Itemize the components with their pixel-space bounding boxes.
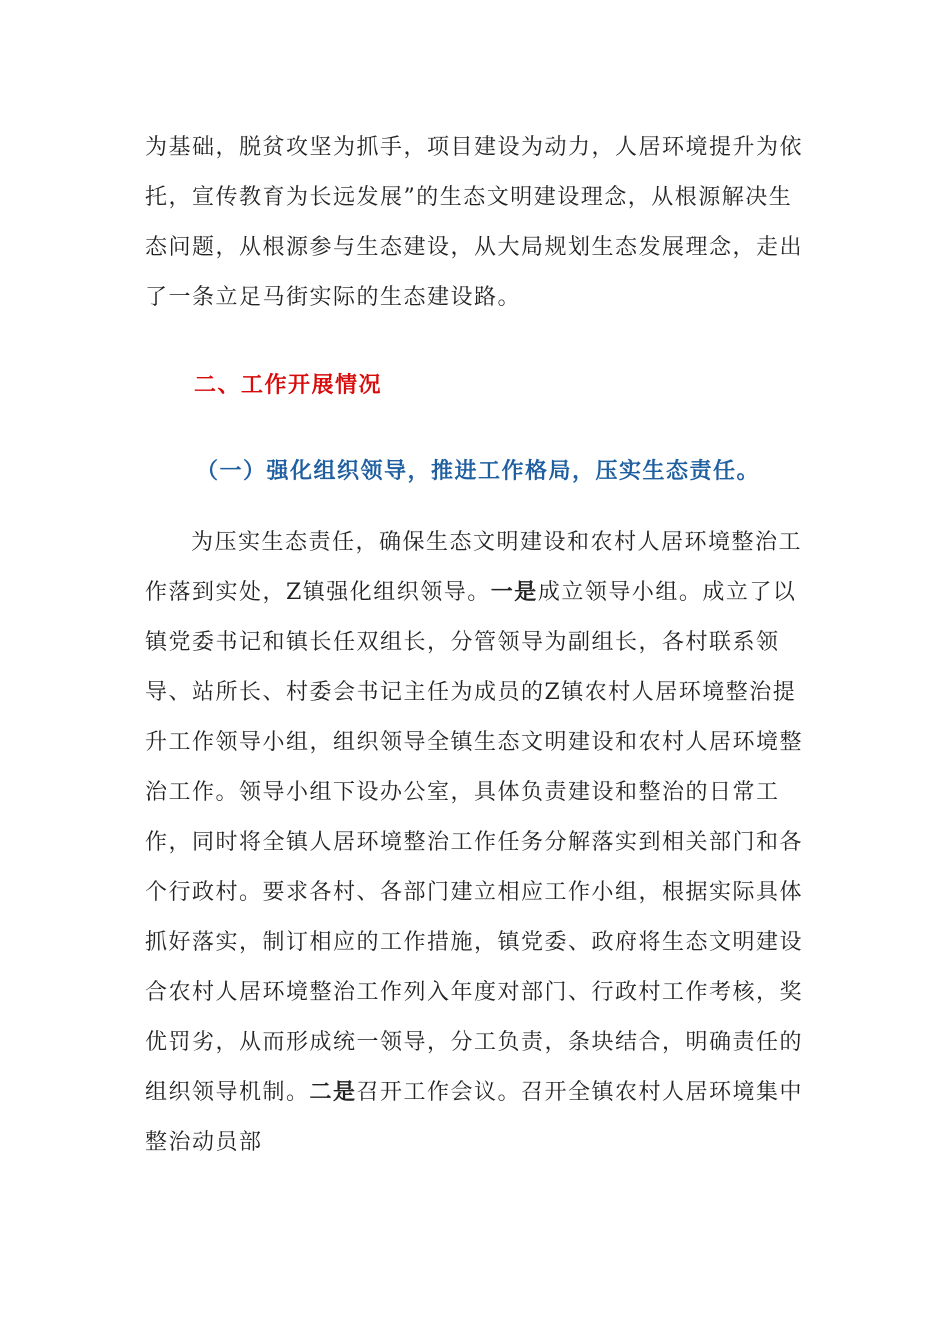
body-text-part3: 召开工作会议。召开全镇农村人居环境集中整治动员部 bbox=[145, 1080, 804, 1155]
second-point-lead: 二是 bbox=[309, 1080, 357, 1105]
section-heading: 二、工作开展情况 bbox=[194, 373, 383, 398]
subsection-heading: （一）强化组织领导，推进工作格局，压实生态责任。 bbox=[196, 458, 761, 484]
body-paragraph bbox=[145, 518, 815, 1168]
first-point-lead: 一是 bbox=[490, 580, 538, 605]
body-text-part1: 为压实生态责任，确保生态文明建设和农村人居环境整治工作落到实处，Z镇强化组织领导。 bbox=[145, 530, 803, 605]
intro-paragraph: 为基础，脱贫攻坚为抓手，项目建设为动力，人居环境提升为依托，宣传教育为长远发展”的生态文明建设理念，从根源解决生态问题，从根源参与生态建设，从大局规划生态发展理念，走出了一条立足马街实际的生态建设路。 bbox=[145, 135, 804, 310]
body-text-part2: 成立领导小组。成立了以镇党委书记和镇长任双组长，分管领导为副组长，各村联系领导、站所长、村委会书记主任为成员的Z镇农村人居环境整治提升工作领导小组，组织领导全镇生态文明建设和农村人居环境整治工作。领导小组下设办公室，具体负责建设和整治的日常工作，同时将全镇人居环境整治工作任务分解落实到相关部门和各个行政村。要求各村、各部门建立相应工作小组，根据实际具体抓好落实，制订相应的工作措施，镇党委、政府将生态文明建设合农村人居环境整治工作列入年度对部门、行政村工作考核，奖优罚劣，从而形成统一领导，分工负责，条块结合，明确责任的组织领导机制。 bbox=[145, 580, 804, 1105]
